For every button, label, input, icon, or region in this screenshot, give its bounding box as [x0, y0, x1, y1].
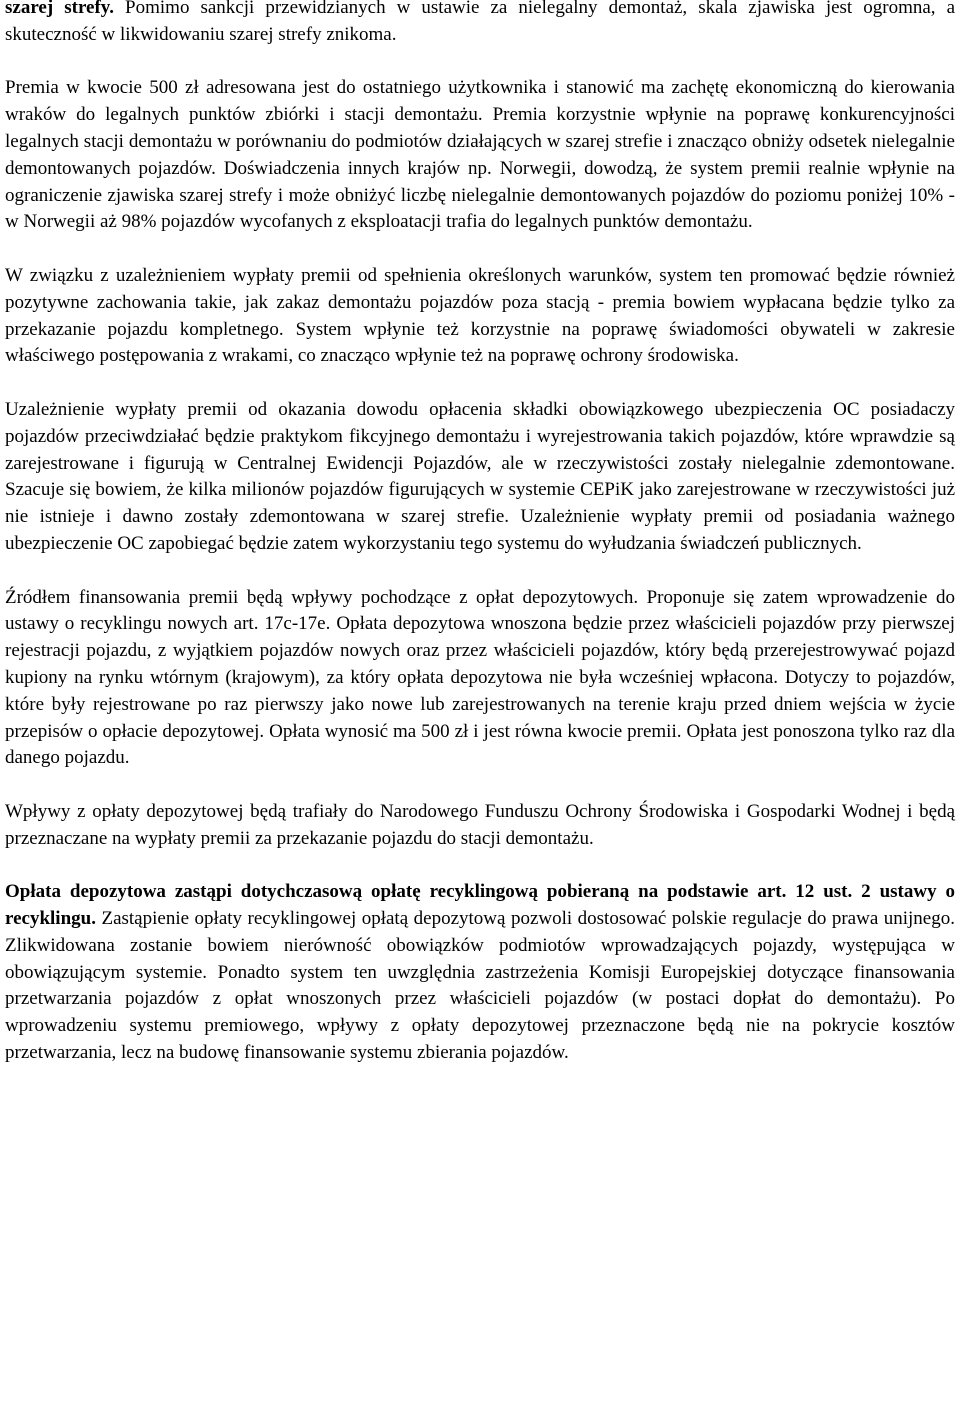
bold-lead-deposit-fee: Opłata depozytowa zastąpi dotychczasową opłatę recyklingową pobieraną na podstawie art. 12 ust. 2 ustawy o recyklingu. [5, 881, 955, 930]
bold-lead-gray-zone: szarej strefy. [5, 0, 114, 18]
paragraph-text: Premia w kwocie 500 zł adresowana jest do ostatniego użytkownika i stanowić ma zachętę ekonomiczną do kierowania wraków do legalnych punktów zbiórki i stacji demontażu. Premia korzystnie wpłynie na poprawę konkurencyjności legalnych stacji demontażu w porównaniu do podmiotów działających w szarej strefie i znacząco obniży odsetek nielegalnie demontowanych pojazdów. Doświadczenia innych krajów np. Norwegii, dowodzą, że system premii realnie wpłynie na ograniczenie zjawiska szarej strefy i może obniżyć liczbę nielegalnie demontowanych pojazdów do poziomu poniżej 10% - w Norwegii aż 98% pojazdów wycofanych z eksploatacji trafia do legalnych punktów demontażu. [5, 77, 955, 233]
paragraph-text: W związku z uzależnieniem wypłaty premii od spełnienia określonych warunków, system ten promować będzie również pozytywne zachowania takie, jak zakaz demontażu pojazdów poza stacją - premia bowiem wypłacana będzie tylko za przekazanie pojazdu kompletnego. System wpłynie też korzystnie na poprawę świadomości obywateli w zakresie właściwego postępowania z wrakami, co znacząco wpłynie też na poprawę ochrony środowiska. [5, 264, 955, 367]
paragraph-deposit-replaces-fee [5, 879, 955, 1067]
paragraph-premium-amount [5, 75, 955, 236]
paragraph-text: Wpływy z opłaty depozytowej będą trafiały do Narodowego Funduszu Ochrony Środowiska i Gospodarki Wodnej i będą przeznaczane na wypłaty premii za przekazanie pojazdu do stacji demontażu. [5, 800, 955, 849]
paragraph-gray-zone-intro [5, 0, 955, 49]
paragraph-premium-conditions [5, 263, 955, 370]
paragraph-text: Zastąpienie opłaty recyklingowej opłatą depozytową pozwoli dostosować polskie regulacje do prawa unijnego. Zlikwidowana zostanie bowiem nierówność obowiązków podmiotów wprowadzających pojazdy, występująca w obowiązującym systemie. Ponadto system ten uwzględnia zastrzeżenia Komisji Europejskiej dotyczące finansowania przetwarzania pojazdów z opłat wnoszonych przez właścicieli pojazdów (w postaci dopłat do demontażu). Po wprowadzeniu systemu premiowego, wpływy z opłaty depozytowej przeznaczone będą nie na pokrycie kosztów przetwarzania, lecz na budowę finansowanie systemu zbierania pojazdów. [5, 908, 955, 1064]
paragraph-fund-inflows [5, 799, 955, 853]
document-page [5, 0, 955, 1094]
paragraph-oc-insurance [5, 397, 955, 558]
paragraph-text: Uzależnienie wypłaty premii od okazania dowodu opłacenia składki obowiązkowego ubezpieczenia OC posiadaczy pojazdów przeciwdziałać będzie praktykom fikcyjnego demontażu i wyrejestrowania takich pojazdów, które wprawdzie są zarejestrowane i figurują w Centralnej Ewidencji Pojazdów, ale w rzeczywistości zostały nielegalnie zdemontowane. Szacuje się bowiem, że kilka milionów pojazdów figurujących w systemie CEPiK jako zarejestrowane w rzeczywistości już nie istnieje i dawno zostały zdemontowana w szarej strefie. Uzależnienie wypłaty premii od posiadania ważnego ubezpieczenie OC zapobiegać będzie zatem wykorzystaniu tego systemu do wyłudzania świadczeń publicznych. [5, 398, 955, 554]
paragraph-funding-source [5, 585, 955, 773]
paragraph-text: Źródłem finansowania premii będą wpływy pochodzące z opłat depozytowych. Proponuje się zatem wprowadzenie do ustawy o recyklingu nowych art. 17c-17e. Opłata depozytowa wnoszona będzie przez właścicieli pojazdów przy pierwszej rejestracji pojazdu, z wyjątkiem pojazdów nowych oraz przez właścicieli pojazdów, który będą przerejestrowywać pojazd kupiony na rynku wtórnym (krajowym), za który opłata depozytowa nie była wcześniej wpłacona. Dotyczy to pojazdów, które były rejestrowane po raz pierwszy jako nowe lub zarejestrowanych na terenie kraju przed dniem wejścia w życie przepisów o opłacie depozytowej. Opłata wynosić ma 500 zł i jest równa kwocie premii. Opłata jest ponoszona tylko raz dla danego pojazdu. [5, 586, 955, 769]
paragraph-text: Pomimo sankcji przewidzianych w ustawie za nielegalny demontaż, skala zjawiska jest ogromna, a skuteczność w likwidowaniu szarej strefy znikoma. [5, 0, 956, 45]
